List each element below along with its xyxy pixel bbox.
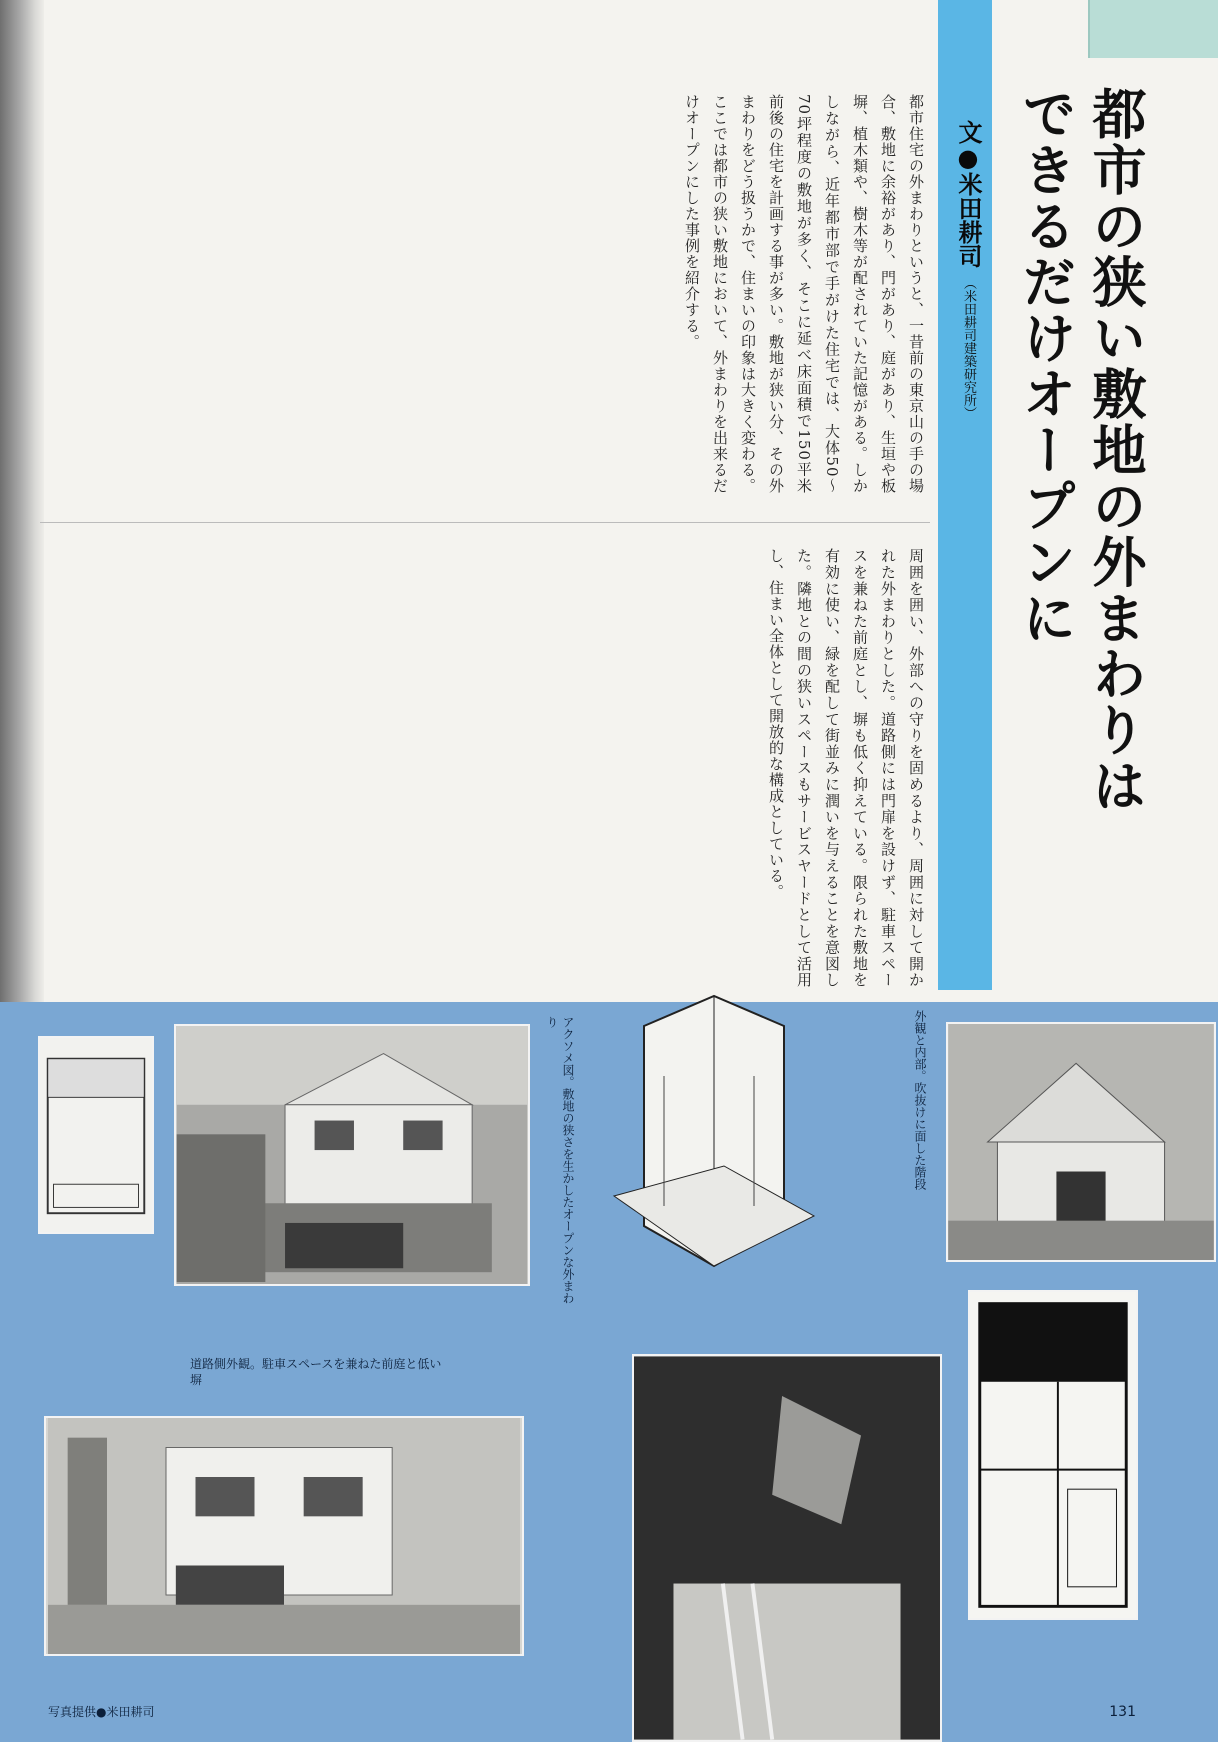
house-photo-street: [44, 1416, 524, 1656]
axonometric-svg: [604, 986, 836, 1326]
title-line-1: 都市の狭い敷地の外まわりは: [1084, 86, 1147, 814]
author-block: [944, 120, 986, 500]
interior-photo-image: [634, 1356, 940, 1740]
column-divider: [40, 522, 930, 523]
photo-credit: 写真提供●米田耕司: [48, 1705, 155, 1719]
floor-plan-drawing: [970, 1292, 1136, 1618]
caption-street: 道路側外観。駐車スペースを兼ねた前庭と低い塀: [190, 1357, 442, 1387]
body-text-top: 都市住宅の外まわりというと、一昔前の東京山の手の場合、敷地に余裕があり、門があり、庭があり、生垣や板塀、植木類や、樹木等が配されていた記憶がある。しかしながら、近年都市部で手がけた住宅では、大体50〜70坪程度の敷地が多く、そこに延べ床面積で150平米前後の住宅を計画する事が多い。敷地が狭い分、その外まわりをどう扱うかで、住まいの印象は大きく変わる。ここでは都市の狭い敷地において、外まわりを出来るだけオープンにした事例を紹介する。: [683, 94, 925, 494]
author-name: 文●米田耕司: [954, 120, 982, 268]
floor-plan: [968, 1290, 1138, 1620]
title-line-2: できるだけオープンに: [1014, 86, 1077, 646]
house-photo-1-image: [176, 1026, 528, 1284]
caption-house-right: 外観と内部。吹抜けに面した階段: [913, 1010, 927, 1190]
author-role: （米田耕司建築研究所）: [961, 276, 976, 420]
page-number: 131: [1109, 1704, 1136, 1720]
caption-axo: アクソメ図。敷地の狭さを生かしたオープンな外まわり: [545, 1016, 575, 1304]
house-photo-right: [946, 1022, 1216, 1262]
house-photo-street-image: [46, 1418, 522, 1654]
house-photo-right-image: [948, 1024, 1214, 1260]
house-photo-1: [174, 1024, 530, 1286]
elevation-sketch: [38, 1036, 154, 1234]
axonometric-drawing: [604, 986, 836, 1326]
elevation-drawing: [40, 1038, 152, 1232]
header-tab: [1088, 0, 1218, 58]
interior-photo: [632, 1354, 942, 1742]
article-title: [1000, 86, 1150, 966]
body-text-bottom: 周囲を囲い、外部への守りを固めるより、周囲に対して開かれた外まわりとした。道路側には門扉を設けず、駐車スペースを兼ねた前庭とし、塀も低く抑えている。限られた敷地を有効に使い、緑を配して街並みに潤いを与えることを意図した。隣地との間の狭いスペースもサービスヤードとして活用し、住まい全体として開放的な構成としている。: [767, 548, 925, 988]
